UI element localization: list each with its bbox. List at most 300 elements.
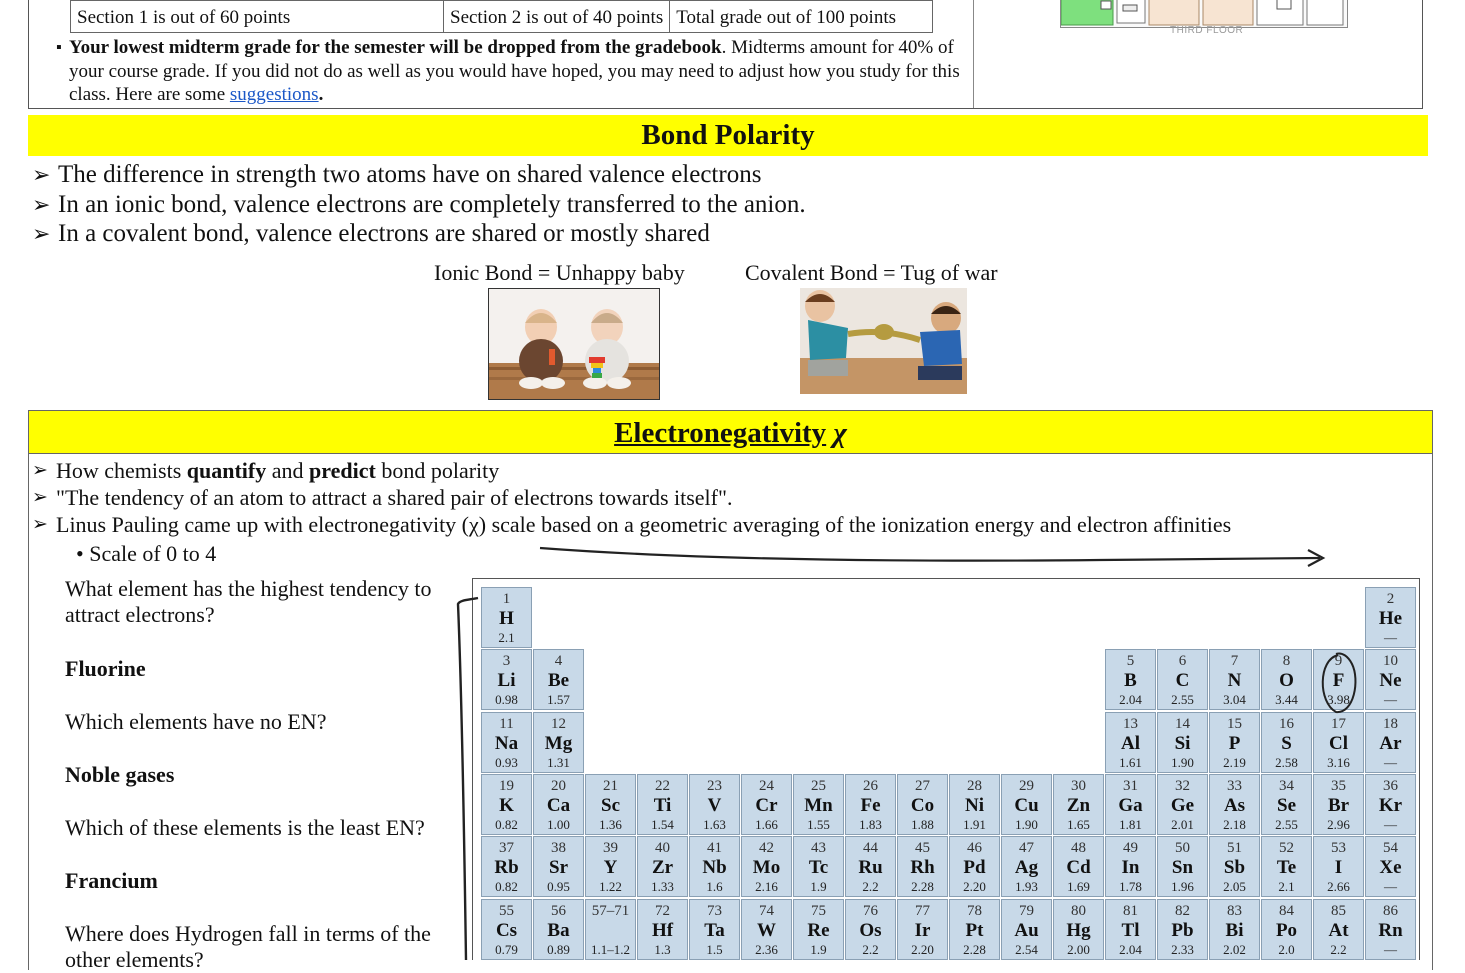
atomic-number: 55 — [499, 902, 514, 919]
answer-highest-en: Fluorine — [65, 656, 146, 681]
atomic-number: 78 — [967, 902, 982, 919]
atomic-number: 81 — [1123, 902, 1138, 919]
electronegativity-value: 2.00 — [1067, 941, 1090, 957]
element-symbol: At — [1328, 919, 1349, 941]
atomic-number: 3 — [502, 653, 511, 670]
electronegativity-value: 2.58 — [1275, 754, 1298, 770]
element-symbol: P — [1228, 732, 1241, 754]
atomic-number: 42 — [759, 840, 774, 857]
element-cell-pt — [949, 899, 1000, 960]
list-item-text: The difference in strength two atoms have on shared valence electrons — [58, 161, 762, 188]
element-symbol: Hg — [1066, 919, 1091, 941]
element-symbol: Pd — [963, 857, 986, 879]
electronegativity-value: 1.61 — [1119, 754, 1142, 770]
element-cell-p — [1209, 712, 1260, 773]
atomic-number: 43 — [811, 840, 826, 857]
element-symbol: Re — [807, 919, 830, 941]
atomic-number: 38 — [551, 840, 566, 857]
atomic-number: 46 — [967, 840, 982, 857]
element-cell-tl — [1105, 899, 1156, 960]
element-symbol: Ar — [1379, 732, 1402, 754]
element-cell-zr — [637, 836, 688, 897]
element-cell-ga — [1105, 774, 1156, 835]
element-symbol: Ga — [1118, 794, 1143, 816]
list-item-text: "The tendency of an atom to attract a shared pair of electrons towards itself". — [56, 485, 733, 510]
table-row — [71, 1, 933, 33]
element-cell-li — [481, 649, 532, 710]
atomic-number: 44 — [863, 840, 878, 857]
element-cell-mg — [533, 712, 584, 773]
electronegativity-value: — — [1384, 630, 1397, 645]
atomic-number: 52 — [1279, 840, 1294, 857]
unhappy-babies-photo — [488, 288, 660, 400]
element-cell-au — [1001, 899, 1052, 960]
atomic-number: 86 — [1383, 902, 1398, 919]
electronegativity-value: 2.33 — [1171, 941, 1194, 957]
element-symbol: F — [1332, 670, 1345, 692]
tug-of-war-photo — [800, 288, 967, 394]
element-symbol: Cr — [755, 794, 778, 816]
element-symbol: Ir — [914, 919, 931, 941]
electronegativity-value: 2.2 — [862, 941, 879, 957]
electronegativity-value: 1.93 — [1015, 879, 1038, 895]
electronegativity-value: 2.0 — [1278, 941, 1295, 957]
element-symbol: N — [1227, 670, 1242, 692]
element-cell-ne — [1365, 649, 1416, 710]
list-item-bold: predict — [309, 458, 376, 483]
arrow-bullet-icon: ➢ — [32, 514, 48, 535]
electronegativity-value: 2.2 — [1330, 941, 1347, 957]
element-cell-cu — [1001, 774, 1052, 835]
list-item-bold: quantify — [186, 458, 267, 483]
element-cell-nb — [689, 836, 740, 897]
element-cell-zn — [1053, 774, 1104, 835]
electronegativity-value: 2.20 — [963, 879, 986, 895]
atomic-number: 25 — [811, 777, 826, 794]
electronegativity-value: 1.96 — [1171, 879, 1194, 895]
element-symbol: Ne — [1379, 670, 1402, 692]
element-cell-ag — [1001, 836, 1052, 897]
question-highest-en: What element has the highest tendency to attract electrons? — [65, 576, 432, 627]
atomic-number: 20 — [551, 777, 566, 794]
electronegativity-value: — — [1384, 816, 1397, 832]
electronegativity-value: 2.20 — [911, 941, 934, 957]
question-least-en: Which of these elements is the least EN? — [65, 815, 425, 840]
atomic-number: 16 — [1279, 715, 1294, 732]
atomic-number: 15 — [1227, 715, 1242, 732]
element-cell-ge — [1157, 774, 1208, 835]
element-cell-n — [1209, 649, 1260, 710]
element-cell-xe — [1365, 836, 1416, 897]
list-item-text: In an ionic bond, valence electrons are completely transferred to the anion. — [58, 190, 806, 218]
element-cell-re — [793, 899, 844, 960]
element-cell-os — [845, 899, 896, 960]
element-symbol: Sn — [1171, 857, 1194, 879]
list-item — [32, 219, 806, 249]
electronegativity-value: 2.1 — [498, 630, 515, 645]
atomic-number: 2 — [1386, 591, 1395, 607]
list-item-text: In a covalent bond, valence electrons are shared or mostly shared — [58, 220, 710, 247]
question-no-en: Which elements have no EN? — [65, 709, 327, 734]
atomic-number: 6 — [1178, 653, 1187, 670]
atomic-number: 10 — [1383, 653, 1398, 670]
list-item-text: How chemists — [56, 458, 187, 483]
electronegativity-value: 2.55 — [1275, 816, 1298, 832]
electronegativity-value: 3.04 — [1223, 692, 1246, 708]
element-cell-sn — [1157, 836, 1208, 897]
chi-symbol: χ — [833, 417, 847, 449]
element-cell-co — [897, 774, 948, 835]
element-symbol: Mg — [544, 732, 573, 754]
element-symbol: Kr — [1378, 794, 1403, 816]
atomic-number: 9 — [1334, 653, 1343, 670]
element-cell-hf — [637, 899, 688, 960]
element-cell-k — [481, 774, 532, 835]
electronegativity-value: 1.54 — [651, 816, 674, 832]
element-symbol: Hf — [651, 919, 674, 941]
electronegativity-value: — — [1384, 941, 1397, 957]
electronegativity-value: 1.9 — [810, 879, 827, 895]
atomic-number: 14 — [1175, 715, 1190, 732]
element-cell-ni — [949, 774, 1000, 835]
element-symbol: Cu — [1014, 794, 1039, 816]
electronegativity-value: 1.91 — [963, 816, 986, 832]
atomic-number: 5 — [1126, 653, 1135, 670]
element-symbol: As — [1223, 794, 1246, 816]
element-symbol: Tl — [1121, 919, 1140, 941]
element-cell-ir — [897, 899, 948, 960]
electronegativity-value: 1.9 — [810, 941, 827, 957]
atomic-number: 83 — [1227, 902, 1242, 919]
atomic-number: 76 — [863, 902, 878, 919]
element-symbol: O — [1279, 670, 1294, 692]
atomic-number: 26 — [863, 777, 878, 794]
element-cell-h — [481, 587, 532, 648]
element-cell-se — [1261, 774, 1312, 835]
atomic-number: 12 — [551, 715, 566, 732]
arrow-bullet-icon: ➢ — [32, 191, 51, 217]
element-symbol: Ba — [547, 919, 570, 941]
panel-divider — [973, 0, 974, 108]
electronegativity-value: 1.66 — [755, 816, 778, 832]
element-cell-cr — [741, 774, 792, 835]
list-item — [32, 160, 806, 190]
atomic-number: 4 — [554, 653, 563, 670]
atomic-number: 49 — [1123, 840, 1138, 857]
element-symbol: Au — [1014, 919, 1039, 941]
element-cell-f — [1313, 649, 1364, 710]
floor-plan-image — [1060, 0, 1348, 28]
electronegativity-value: 2.36 — [755, 941, 778, 957]
element-symbol: Nb — [702, 857, 727, 879]
arrow-bullet-icon: ➢ — [32, 487, 48, 508]
list-item — [32, 457, 1231, 484]
element-symbol: K — [499, 794, 514, 816]
arrow-bullet-icon: ➢ — [32, 221, 51, 246]
electronegativity-value: 1.65 — [1067, 816, 1090, 832]
element-symbol: V — [707, 794, 722, 816]
electronegativity-value: 3.44 — [1275, 692, 1298, 708]
element-symbol: Po — [1275, 919, 1298, 941]
suggestions-link[interactable]: suggestions — [229, 84, 319, 105]
electronegativity-value: 1.31 — [547, 754, 570, 770]
atomic-number: 30 — [1071, 777, 1086, 794]
electronegativity-value: 1.83 — [859, 816, 882, 832]
atomic-number: 53 — [1331, 840, 1346, 857]
element-symbol: Li — [497, 670, 516, 692]
element-cell-ti — [637, 774, 688, 835]
element-cell-sc — [585, 774, 636, 835]
note-bold: Your lowest midterm grade for the semester will be dropped from the gradebook — [69, 37, 722, 58]
element-cell-te — [1261, 836, 1312, 897]
atomic-number: 22 — [655, 777, 670, 794]
element-symbol: Mo — [752, 857, 781, 879]
electronegativity-value: 0.82 — [495, 879, 518, 895]
element-cell-cs — [481, 899, 532, 960]
atomic-number: 21 — [603, 777, 618, 794]
element-symbol: Ag — [1014, 857, 1039, 879]
list-item-text: and — [266, 458, 310, 483]
element-cell-al — [1105, 712, 1156, 773]
atomic-number: 34 — [1279, 777, 1294, 794]
atomic-number: 82 — [1175, 902, 1190, 919]
element-cell-rh — [897, 836, 948, 897]
element-cell-in — [1105, 836, 1156, 897]
electronegativity-value: 0.79 — [495, 941, 518, 957]
atomic-number: 51 — [1227, 840, 1242, 857]
list-item — [32, 484, 1231, 511]
atomic-number: 40 — [655, 840, 670, 857]
arrow-bullet-icon: ➢ — [32, 162, 51, 187]
electronegativity-value: 2.01 — [1171, 816, 1194, 832]
atomic-number: 32 — [1175, 777, 1190, 794]
electronegativity-value: — — [1384, 692, 1397, 708]
list-item-text: bond polarity — [375, 458, 500, 483]
electronegativity-value: 1.22 — [599, 879, 622, 895]
element-symbol: Rh — [910, 857, 935, 879]
atomic-number: 17 — [1331, 715, 1346, 732]
answer-no-en: Noble gases — [65, 762, 175, 787]
bond-polarity-title: Bond Polarity — [28, 115, 1428, 156]
electronegativity-value: 1.88 — [911, 816, 934, 832]
element-cell-bi — [1209, 899, 1260, 960]
element-symbol: He — [1378, 608, 1403, 629]
electronegativity-value: 2.66 — [1327, 879, 1350, 895]
element-symbol: Xe — [1379, 857, 1402, 879]
electronegativity-value: 0.98 — [495, 692, 518, 708]
atomic-number: 19 — [499, 777, 514, 794]
atomic-number: 77 — [915, 902, 930, 919]
electronegativity-value: 1.90 — [1171, 754, 1194, 770]
element-symbol: Y — [603, 857, 618, 879]
element-cell-fe — [845, 774, 896, 835]
element-cell-lanthanides — [585, 899, 636, 960]
atomic-number: 33 — [1227, 777, 1242, 794]
element-symbol: W — [757, 919, 776, 941]
element-symbol: Ge — [1170, 794, 1195, 816]
atomic-number: 18 — [1383, 715, 1398, 732]
atomic-number: 50 — [1175, 840, 1190, 857]
element-cell-si — [1157, 712, 1208, 773]
electronegativity-value: 1.55 — [807, 816, 830, 832]
element-symbol: Sc — [601, 794, 620, 816]
scale-note: • Scale of 0 to 4 — [76, 541, 217, 566]
atomic-number: 75 — [811, 902, 826, 919]
floor-label: THIRD FLOOR — [1170, 25, 1244, 36]
atomic-number: 29 — [1019, 777, 1034, 794]
atomic-number: 13 — [1123, 715, 1138, 732]
element-cell-s — [1261, 712, 1312, 773]
element-symbol: Os — [859, 919, 882, 941]
atomic-number: 37 — [499, 840, 514, 857]
element-cell-ta — [689, 899, 740, 960]
element-symbol: Cl — [1329, 732, 1348, 754]
atomic-number: 45 — [915, 840, 930, 857]
element-symbol: Te — [1276, 857, 1297, 879]
scale-note-text: Scale of 0 to 4 — [89, 541, 217, 566]
square-bullet-icon: ▪ — [56, 39, 62, 56]
element-symbol: H — [499, 608, 514, 629]
electronegativity-value: 2.04 — [1119, 941, 1142, 957]
electronegativity-value: 1.00 — [547, 816, 570, 832]
element-symbol: Br — [1327, 794, 1350, 816]
electronegativity-value: 2.1 — [1278, 879, 1295, 895]
electronegativity-value: 1.5 — [706, 941, 723, 957]
electronegativity-list — [32, 457, 1231, 538]
element-cell-y — [585, 836, 636, 897]
atomic-number: 27 — [915, 777, 930, 794]
element-symbol: Ta — [704, 919, 725, 941]
element-symbol: Ni — [965, 794, 984, 816]
question-hydrogen: Where does Hydrogen fall in terms of the other elements? — [65, 921, 431, 972]
atomic-number: 73 — [707, 902, 722, 919]
atomic-number: 74 — [759, 902, 774, 919]
electronegativity-value: 1.63 — [703, 816, 726, 832]
atomic-number: 36 — [1383, 777, 1398, 794]
list-item — [32, 190, 806, 220]
element-symbol: Na — [494, 732, 519, 754]
electronegativity-value: 1.90 — [1015, 816, 1038, 832]
element-symbol: Al — [1121, 732, 1140, 754]
electronegativity-value: 0.82 — [495, 816, 518, 832]
electronegativity-value: 2.2 — [862, 879, 879, 895]
element-cell-rb — [481, 836, 532, 897]
element-cell-sb — [1209, 836, 1260, 897]
electronegativity-title — [29, 411, 1432, 454]
atomic-number: 48 — [1071, 840, 1086, 857]
atomic-number: 72 — [655, 902, 670, 919]
electronegativity-value: 0.95 — [547, 879, 570, 895]
element-symbol: Cs — [495, 919, 518, 941]
electronegativity-value: 2.55 — [1171, 692, 1194, 708]
element-symbol: Sb — [1223, 857, 1246, 879]
electronegativity-value: 1.3 — [654, 941, 671, 957]
grade-table — [70, 0, 933, 33]
element-symbol: Ti — [653, 794, 672, 816]
element-cell-po — [1261, 899, 1312, 960]
atomic-number: 11 — [499, 715, 514, 732]
electronegativity-value: 1.69 — [1067, 879, 1090, 895]
atomic-number: 47 — [1019, 840, 1034, 857]
atomic-number: 35 — [1331, 777, 1346, 794]
note-end: . — [318, 84, 324, 105]
atomic-number: 85 — [1331, 902, 1346, 919]
atomic-number: 54 — [1383, 840, 1398, 857]
element-cell-hg — [1053, 899, 1104, 960]
atomic-number: 79 — [1019, 902, 1034, 919]
element-cell-na — [481, 712, 532, 773]
element-cell-cd — [1053, 836, 1104, 897]
element-cell-kr — [1365, 774, 1416, 835]
element-cell-v — [689, 774, 740, 835]
element-cell-w — [741, 899, 792, 960]
element-symbol: Zn — [1066, 794, 1091, 816]
atomic-number: 80 — [1071, 902, 1086, 919]
arrow-bullet-icon: ➢ — [32, 460, 48, 481]
element-cell-tc — [793, 836, 844, 897]
element-cell-i — [1313, 836, 1364, 897]
atomic-number: 84 — [1279, 902, 1294, 919]
atomic-number: 8 — [1282, 653, 1291, 670]
electronegativity-value: 1.81 — [1119, 816, 1142, 832]
electronegativity-value: 0.93 — [495, 754, 518, 770]
atomic-number: 1 — [502, 591, 511, 607]
element-cell-b — [1105, 649, 1156, 710]
electronegativity-value: 1.6 — [706, 879, 723, 895]
electronegativity-value: 2.28 — [911, 879, 934, 895]
element-symbol: Fe — [860, 794, 881, 816]
element-symbol: I — [1334, 857, 1343, 879]
electronegativity-value: 1.57 — [547, 692, 570, 708]
electronegativity-value: 2.28 — [963, 941, 986, 957]
element-symbol: Bi — [1225, 919, 1244, 941]
electronegativity-value: — — [1384, 879, 1397, 895]
list-item — [32, 511, 1231, 538]
element-cell-rn — [1365, 899, 1416, 960]
element-cell-ca — [533, 774, 584, 835]
element-cell-at — [1313, 899, 1364, 960]
electronegativity-value: 3.98 — [1327, 692, 1350, 708]
section1-cell: Section 1 is out of 60 points — [71, 1, 444, 33]
element-cell-br — [1313, 774, 1364, 835]
section2-cell: Section 2 is out of 40 points — [444, 1, 670, 33]
atomic-number: 57–71 — [591, 902, 630, 919]
electronegativity-value: 1.1–1.2 — [591, 941, 630, 957]
electronegativity-value: 2.19 — [1223, 754, 1246, 770]
atomic-number: 24 — [759, 777, 774, 794]
element-symbol: C — [1175, 670, 1190, 692]
element-cell-cl — [1313, 712, 1364, 773]
electronegativity-value: 1.78 — [1119, 879, 1142, 895]
element-symbol: In — [1121, 857, 1140, 879]
element-cell-mn — [793, 774, 844, 835]
element-symbol: Zr — [651, 857, 674, 879]
atomic-number: 39 — [603, 840, 618, 857]
element-symbol: Cd — [1066, 857, 1091, 879]
periodic-table — [472, 578, 1420, 960]
element-symbol: Ca — [546, 794, 571, 816]
atomic-number: 56 — [551, 902, 566, 919]
element-symbol: Sr — [549, 857, 568, 879]
electronegativity-value: 2.96 — [1327, 816, 1350, 832]
covalent-bond-caption: Covalent Bond = Tug of war — [745, 260, 998, 285]
electronegativity-value: 2.04 — [1119, 692, 1142, 708]
electronegativity-value: 2.02 — [1223, 941, 1246, 957]
electronegativity-value: 2.54 — [1015, 941, 1038, 957]
element-cell-mo — [741, 836, 792, 897]
atomic-number: 41 — [707, 840, 722, 857]
element-cell-o — [1261, 649, 1312, 710]
